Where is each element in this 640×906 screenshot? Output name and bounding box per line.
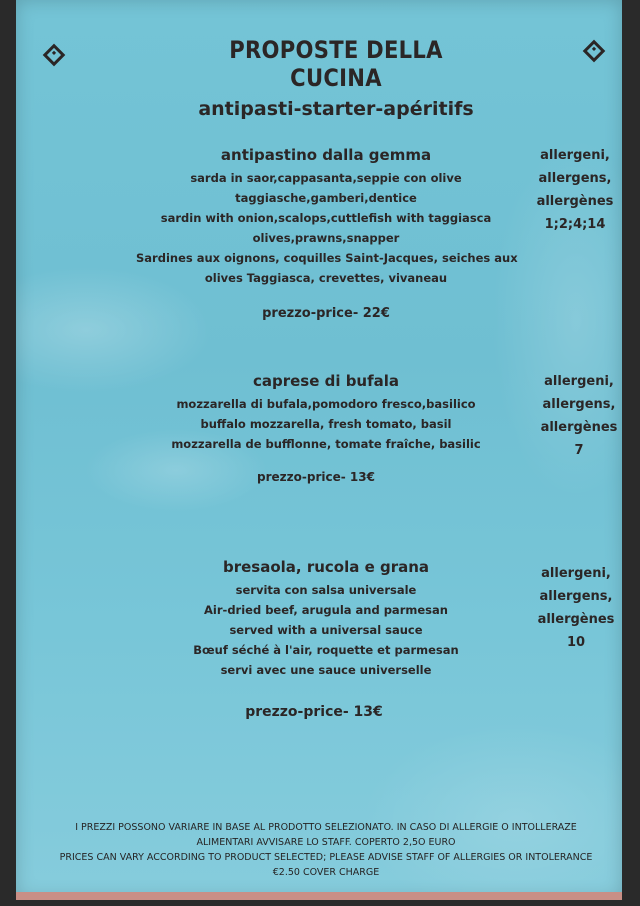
dish-description-line: sarda in saor,cappasanta,seppie con olive — [190, 171, 462, 185]
dish-description-line: servi avec une sauce universelle — [220, 663, 432, 677]
dish-name: antipastino dalla gemma — [220, 146, 432, 164]
dish-allergens — [534, 370, 624, 462]
dish-description-line: mozzarella de bufflonne, tomate fraîche, basilic — [171, 437, 481, 451]
allergens-label: allergens, — [542, 397, 616, 412]
dish-allergens — [530, 144, 620, 236]
allergens-label: allergènes — [536, 194, 614, 209]
footer-line: ALIMENTARI AVVISARE LO STAFF. COPERTO 2,5O EURO — [196, 837, 456, 848]
dish-description-line: servita con salsa universale — [235, 583, 417, 597]
dish-description-line: olives,prawns,snapper — [252, 231, 400, 245]
allergens-codes: 10 — [566, 635, 586, 650]
dish-description-line: sardin with onion,scalops,cuttlefish with taggiasca — [160, 211, 492, 225]
allergens-label: allergens, — [538, 171, 612, 186]
allergens-label: allergeni, — [544, 374, 614, 389]
dish-price: prezzo-price- 22€ — [262, 306, 390, 321]
menu-title: PROPOSTE DELLA CUCINA — [229, 36, 443, 92]
dish-description-line: taggiasche,gamberi,dentice — [235, 191, 417, 205]
dish-bresaola — [136, 558, 516, 680]
menu-footer-notice — [36, 820, 616, 880]
allergens-label: allergeni, — [540, 148, 610, 163]
allergens-label: allergens, — [539, 589, 613, 604]
page-bottom-edge — [16, 892, 622, 900]
dish-antipastino — [136, 146, 516, 288]
footer-line: PRICES CAN VARY ACCORDING TO PRODUCT SELECTED; PLEASE ADVISE STAFF OF ALLERGIES OR INTOLERANCE — [59, 852, 593, 863]
allergens-codes: 7 — [574, 443, 584, 458]
footer-line: €2.50 COVER CHARGE — [272, 867, 380, 878]
allergens-label: allergeni, — [541, 566, 611, 581]
dish-description-line: olives Taggiasca, crevettes, vivaneau — [204, 271, 448, 285]
dish-caprese — [136, 372, 516, 454]
dish-description-line: served with a universal sauce — [229, 623, 423, 637]
dish-description-line: Bœuf séché à l'air, roquette et parmesan — [193, 643, 459, 657]
allergens-codes: 1;2;4;14 — [544, 217, 606, 232]
dish-name: caprese di bufala — [252, 372, 400, 390]
dish-name: bresaola, rucola e grana — [222, 558, 430, 576]
dish-description-line: buffalo mozzarella, fresh tomato, basil — [200, 417, 452, 431]
dish-price: prezzo-price- 13€ — [257, 470, 375, 484]
menu-section-subtitle: antipasti-starter-apéritifs — [198, 98, 474, 120]
menu-page — [16, 0, 622, 898]
footer-line: I PREZZI POSSONO VARIARE IN BASE AL PRODOTTO SELEZIONATO. IN CASO DI ALLERGIE O INTOLLERAZE — [75, 822, 577, 833]
dish-description-line: mozzarella di bufala,pomodoro fresco,basilico — [176, 397, 476, 411]
dish-allergens — [531, 562, 621, 654]
allergens-label: allergènes — [540, 420, 618, 435]
diamond-bullet-icon — [583, 40, 606, 63]
diamond-bullet-icon — [43, 44, 66, 67]
dish-description-line: Air-dried beef, arugula and parmesan — [204, 603, 448, 617]
allergens-label: allergènes — [537, 612, 615, 627]
dish-description-line: Sardines aux oignons, coquilles Saint-Jacques, seiches aux — [136, 251, 518, 265]
dish-price: prezzo-price- 13€ — [245, 704, 383, 720]
